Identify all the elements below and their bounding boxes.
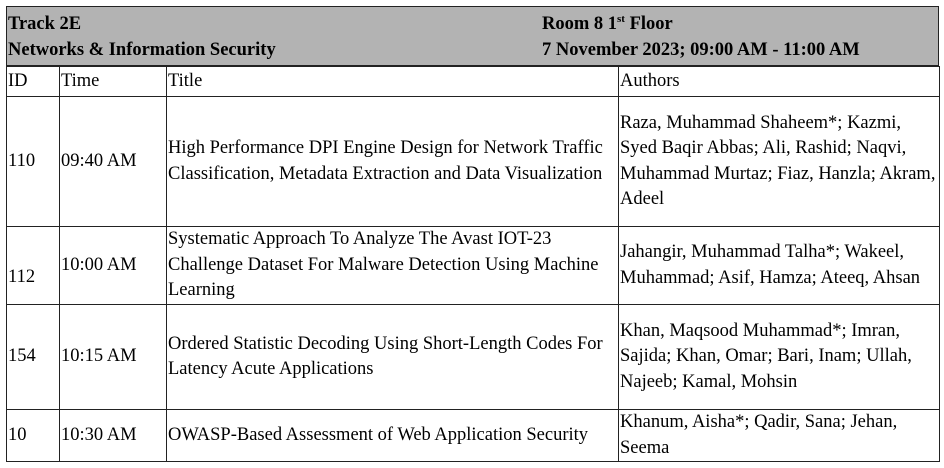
paper-authors: Khanum, Aisha*; Qadir, Sana; Jehan, Seema [619,410,940,462]
paper-time: 10:00 AM [60,227,167,305]
table-header-row [7,67,940,97]
paper-id: 10 [7,410,60,462]
paper-title: OWASP-Based Assessment of Web Application Security [167,410,619,462]
paper-authors: Jahangir, Muhammad Talha*; Wakeel, Muhammad; Asif, Hamza; Ateeq, Ahsan [619,227,940,305]
table-row [7,410,940,462]
paper-id: 112 [7,227,60,305]
session-schedule [6,6,939,462]
paper-title: High Performance DPI Engine Design for Network Traffic Classification, Metadata Extraction and Data Visualization [167,97,619,227]
paper-id: 154 [7,305,60,410]
column-header-authors: Authors [619,67,940,97]
session-header [6,6,939,66]
table-row [7,305,940,410]
paper-time: 10:15 AM [60,305,167,410]
session-datetime: 7 November 2023; 09:00 AM - 11:00 AM [542,40,860,60]
paper-authors: Raza, Muhammad Shaheem*; Kazmi, Syed Baqir Abbas; Ali, Rashid; Naqvi, Muhammad Murtaz; Fiaz, Hanzla; Akram, Adeel [619,97,940,227]
room-location: Room 8 1st Floor [542,13,673,34]
paper-time: 10:30 AM [60,410,167,462]
paper-authors: Khan, Maqsood Muhammad*; Imran, Sajida; Khan, Omar; Bari, Inam; Ullah, Najeeb; Kamal, Mohsin [619,305,940,410]
paper-id: 110 [7,97,60,227]
column-header-time: Time [60,67,167,97]
track-label: Track 2E [8,14,82,34]
paper-title: Ordered Statistic Decoding Using Short-Length Codes For Latency Acute Applications [167,305,619,410]
track-name: Networks & Information Security [8,40,276,60]
column-header-title: Title [167,67,619,97]
column-header-id: ID [7,67,60,97]
paper-time: 09:40 AM [60,97,167,227]
table-row [7,97,940,227]
table-row [7,227,940,305]
paper-title: Systematic Approach To Analyze The Avast IOT-23 Challenge Dataset For Malware Detection Using Machine Learning [167,227,619,305]
papers-table [6,66,940,462]
